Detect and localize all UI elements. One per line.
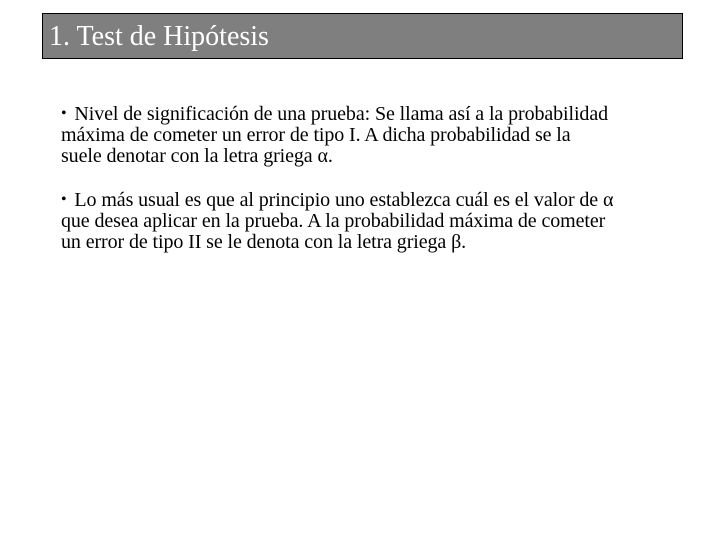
bullet-line: Nivel de significación de una prueba: Se llama así a la probabilidad — [74, 103, 608, 125]
bullet-icon: • — [61, 105, 67, 122]
slide-body — [61, 103, 691, 275]
bullet-item-significance-level — [61, 103, 691, 167]
bullet-icon: • — [61, 191, 67, 208]
slide-title: 1. Test de Hipótesis — [49, 21, 269, 52]
bullet-line: Lo más usual es que al principio uno establezca cuál es el valor de α — [74, 189, 614, 211]
bullet-line: máxima de cometer un error de tipo I. A dicha probabilidad se la — [61, 124, 571, 146]
slide-title-bar — [42, 13, 683, 59]
bullet-item-alpha-value — [61, 189, 691, 253]
bullet-line: suele denotar con la letra griega α. — [61, 145, 333, 167]
bullet-line: un error de tipo II se le denota con la letra griega β. — [61, 231, 467, 253]
bullet-line: que desea aplicar en la prueba. A la probabilidad máxima de cometer — [61, 210, 606, 232]
